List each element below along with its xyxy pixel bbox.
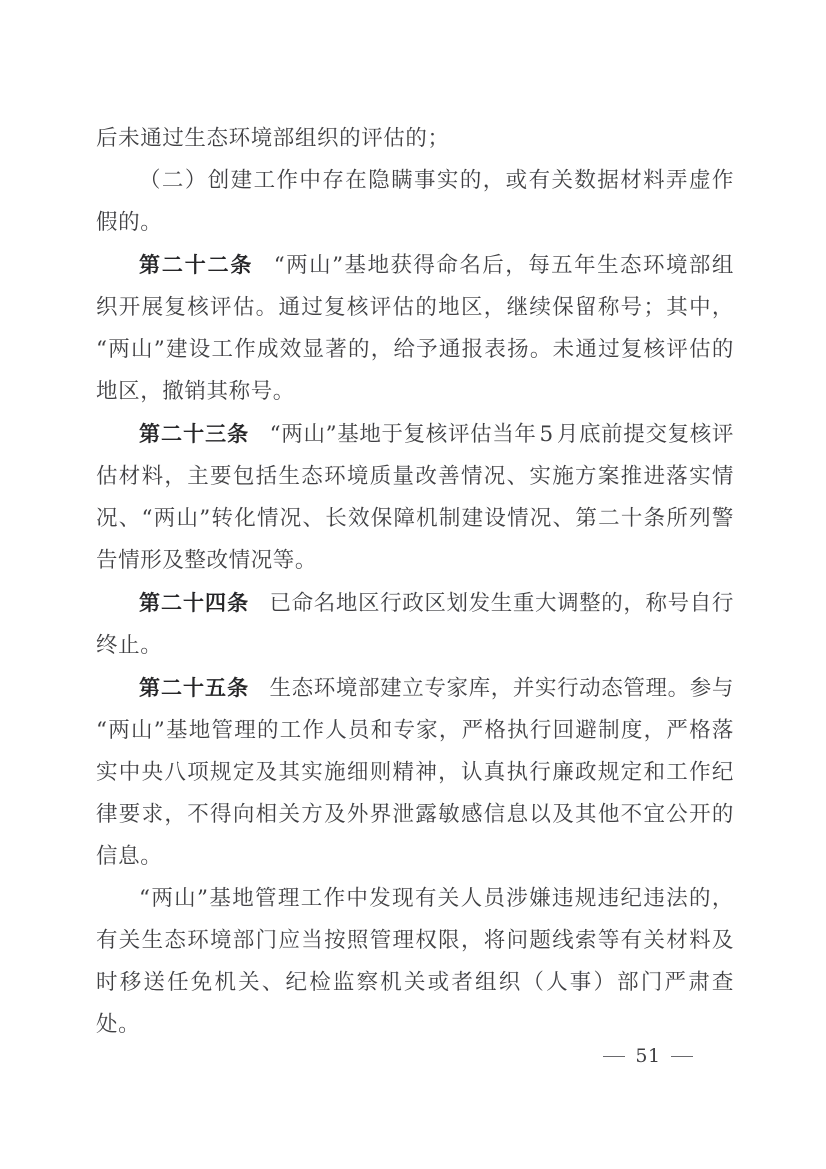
article-22 [96, 244, 734, 413]
article-23-text-after-number: 月底前提交复核评估材料，主要包括生态环境质量改善情况、实施方案推进落实情况、“两山”转化情况、长效保障机制建设情况、第二十条所列警告情形及整改情况等。 [96, 422, 734, 573]
page-text-body [96, 118, 734, 1046]
paragraph-text: 后未通过生态环境部组织的评估的； [96, 126, 450, 151]
list-item-two [96, 160, 734, 244]
folio-dash-right [671, 1056, 693, 1057]
article-22-label: 第二十二条 [139, 253, 254, 277]
article-22-text: “两山”基地获得命名后，每五年生态环境部组织开展复核评估。通过复核评估的地区，继续保留称号；其中，“两山”建设工作成效显著的，给予通报表扬。未通过复核评估的地区，撤销其称号。 [96, 253, 734, 404]
article-23-label: 第二十三条 [139, 422, 250, 446]
article-24-text: 已命名地区行政区划发生重大调整的，称号自行终止。 [96, 591, 734, 658]
page-footer [0, 1044, 826, 1067]
article-25-continuation [96, 878, 734, 1046]
folio-dash-left [603, 1056, 625, 1057]
article-24-label: 第二十四条 [139, 591, 250, 615]
article-25-text: 生态环境部建立专家库，并实行动态管理。参与“两山”基地管理的工作人员和专家，严格执行回避制度，严格落实中央八项规定及其实施细则精神，认真执行廉政规定和工作纪律要求，不得向相关方及外界泄露敏感信息以及其他不宜公开的信息。 [96, 676, 734, 869]
article-23 [96, 413, 734, 582]
paragraph-text: “两山”基地管理工作中发现有关人员涉嫌违规违纪违法的，有关生态环境部门应当按照管理权限，将问题线索等有关材料及时移送任免机关、纪检监察机关或者组织（人事）部门严肃查处。 [96, 886, 734, 1037]
folio [593, 1044, 702, 1067]
article-23-text-before-number: “两山”基地于复核评估当年 [269, 422, 537, 447]
article-25-label: 第二十五条 [139, 676, 250, 700]
paragraph-text: （二）创建工作中存在隐瞒事实的，或有关数据材料弄虚作假的。 [96, 168, 734, 235]
article-25 [96, 667, 734, 878]
page-number: 51 [635, 1045, 661, 1067]
article-23-inline-number: 5 [539, 422, 554, 447]
paragraph-continuation [96, 118, 734, 160]
article-24 [96, 582, 734, 667]
